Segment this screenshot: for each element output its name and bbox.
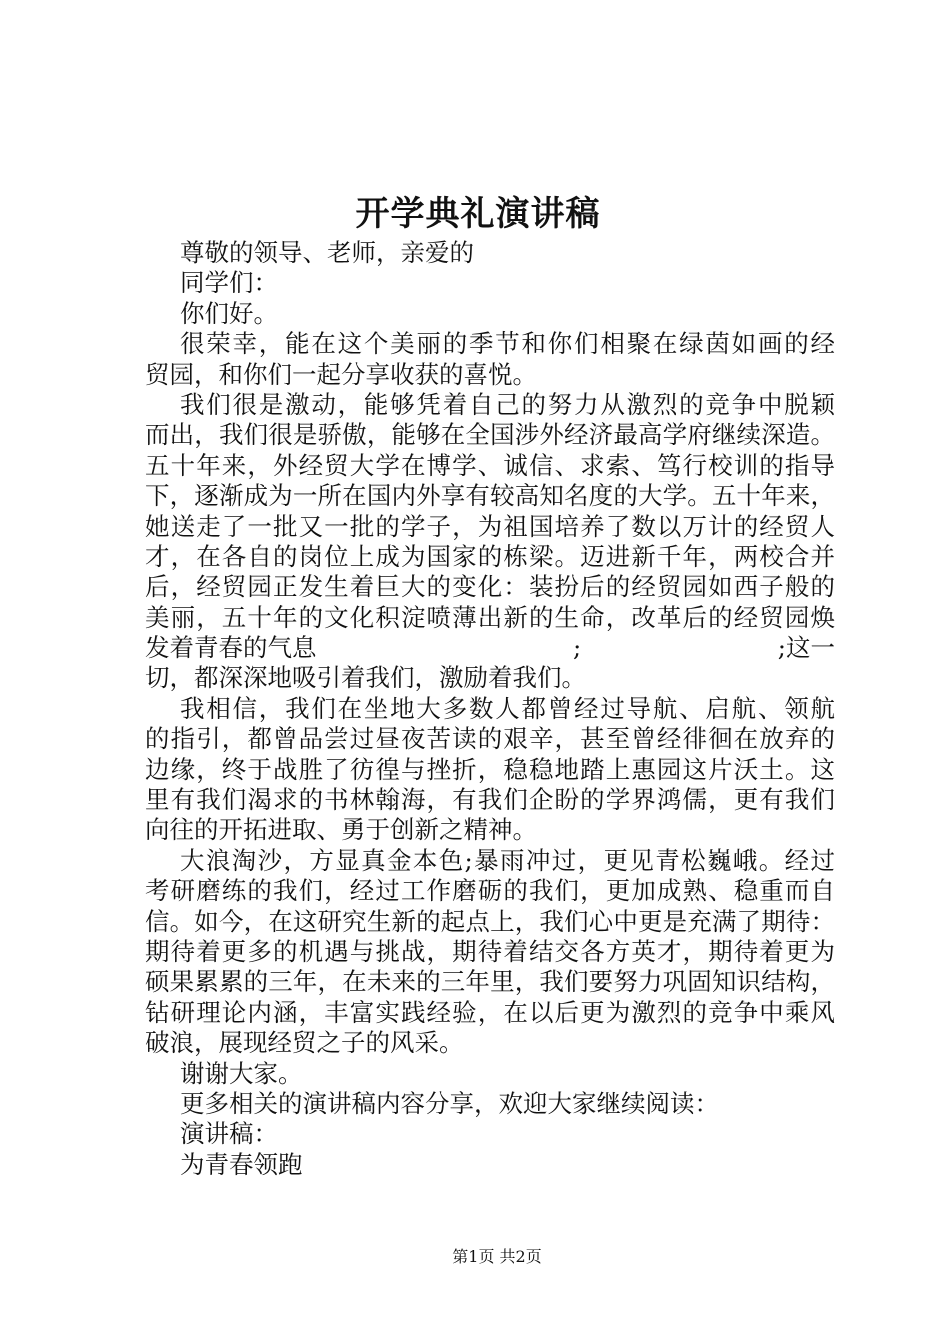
text-line: 美丽，五十年的文化积淀喷薄出新的生命，改革后的经贸园焕 xyxy=(145,602,835,632)
text-line: 五十年来，外经贸大学在博学、诚信、求索、笃行校训的指导 xyxy=(145,450,835,480)
text-line: 硕果累累的三年，在未来的三年里，我们要努力巩固知识结构， xyxy=(145,967,835,997)
text-line: 里有我们渴求的书林翰海，有我们企盼的学界鸿儒，更有我们 xyxy=(145,785,835,815)
text-line: 演讲稿： xyxy=(180,1119,278,1149)
paragraph xyxy=(145,694,835,846)
text-line: 谢谢大家。 xyxy=(180,1058,303,1088)
text-line: 期待着更多的机遇与挑战，期待着结交各方英才，期待着更为 xyxy=(145,936,835,966)
document-body xyxy=(145,238,835,1180)
text-segment: 发着青春的气息 xyxy=(145,633,317,663)
text-line: 大浪淘沙，方显真金本色;暴雨冲过，更见青松巍峨。经过 xyxy=(180,845,835,875)
text-line: 破浪，展现经贸之子的风采。 xyxy=(145,1028,464,1058)
text-line: 的指引，都曾品尝过昼夜苦读的艰辛，甚至曾经徘徊在放弃的 xyxy=(145,724,835,754)
paragraph xyxy=(145,1059,835,1089)
paragraph xyxy=(145,268,835,298)
text-line: 才，在各自的岗位上成为国家的栋梁。迈进新千年，两校合并 xyxy=(145,541,835,571)
text-line: 边缘，终于战胜了彷徨与挫折，稳稳地踏上惠园这片沃土。这 xyxy=(145,754,835,784)
text-line: 为青春领跑 xyxy=(180,1149,303,1179)
text-line: 她送走了一批又一批的学子，为祖国培养了数以万计的经贸人 xyxy=(145,511,835,541)
paragraph xyxy=(145,238,835,268)
document-title: 开学典礼演讲稿 xyxy=(355,194,601,234)
text-line: 我相信，我们在坐地大多数人都曾经过导航、启航、领航 xyxy=(180,693,835,723)
paragraph xyxy=(145,846,835,1059)
paragraph xyxy=(145,1150,835,1180)
text-segment: ;这一 xyxy=(777,633,835,663)
text-segment: ; xyxy=(572,633,582,663)
text-line: 同学们： xyxy=(180,268,278,298)
paragraph xyxy=(145,299,835,329)
text-line: 我们很是激动，能够凭着自己的努力从激烈的竞争中脱颖 xyxy=(180,389,835,419)
text-line: 贸园，和你们一起分享收获的喜悦。 xyxy=(145,359,537,389)
text-line: 下，逐渐成为一所在国内外享有较高知名度的大学。五十年来， xyxy=(145,481,835,511)
text-line: 而出，我们很是骄傲，能够在全国涉外经济最高学府继续深造。 xyxy=(145,420,835,450)
text-line: 你们好。 xyxy=(180,298,278,328)
text-line: 信。如今，在这研究生新的起点上，我们心中更是充满了期待： xyxy=(145,906,835,936)
text-line: 尊敬的领导、老师，亲爱的 xyxy=(180,238,474,267)
text-line xyxy=(145,633,835,663)
page-footer: 第1页 共2页 xyxy=(452,1247,542,1266)
text-line: 考研磨练的我们，经过工作磨砺的我们，更加成熟、稳重而自 xyxy=(145,876,835,906)
paragraph xyxy=(145,329,835,390)
text-line: 钻研理论内涵，丰富实践经验，在以后更为激烈的竞争中乘风 xyxy=(145,997,835,1027)
text-line: 更多相关的演讲稿内容分享，欢迎大家继续阅读： xyxy=(180,1088,719,1118)
paragraph xyxy=(145,390,835,694)
paragraph xyxy=(145,1089,835,1119)
text-line: 后，经贸园正发生着巨大的变化：装扮后的经贸园如西子般的 xyxy=(145,572,835,602)
paragraph xyxy=(145,1119,835,1149)
text-line: 向往的开拓进取、勇于创新之精神。 xyxy=(145,815,537,845)
text-line: 很荣幸，能在这个美丽的季节和你们相聚在绿茵如画的经 xyxy=(180,329,835,359)
text-line: 切，都深深地吸引着我们，激励着我们。 xyxy=(145,663,586,693)
